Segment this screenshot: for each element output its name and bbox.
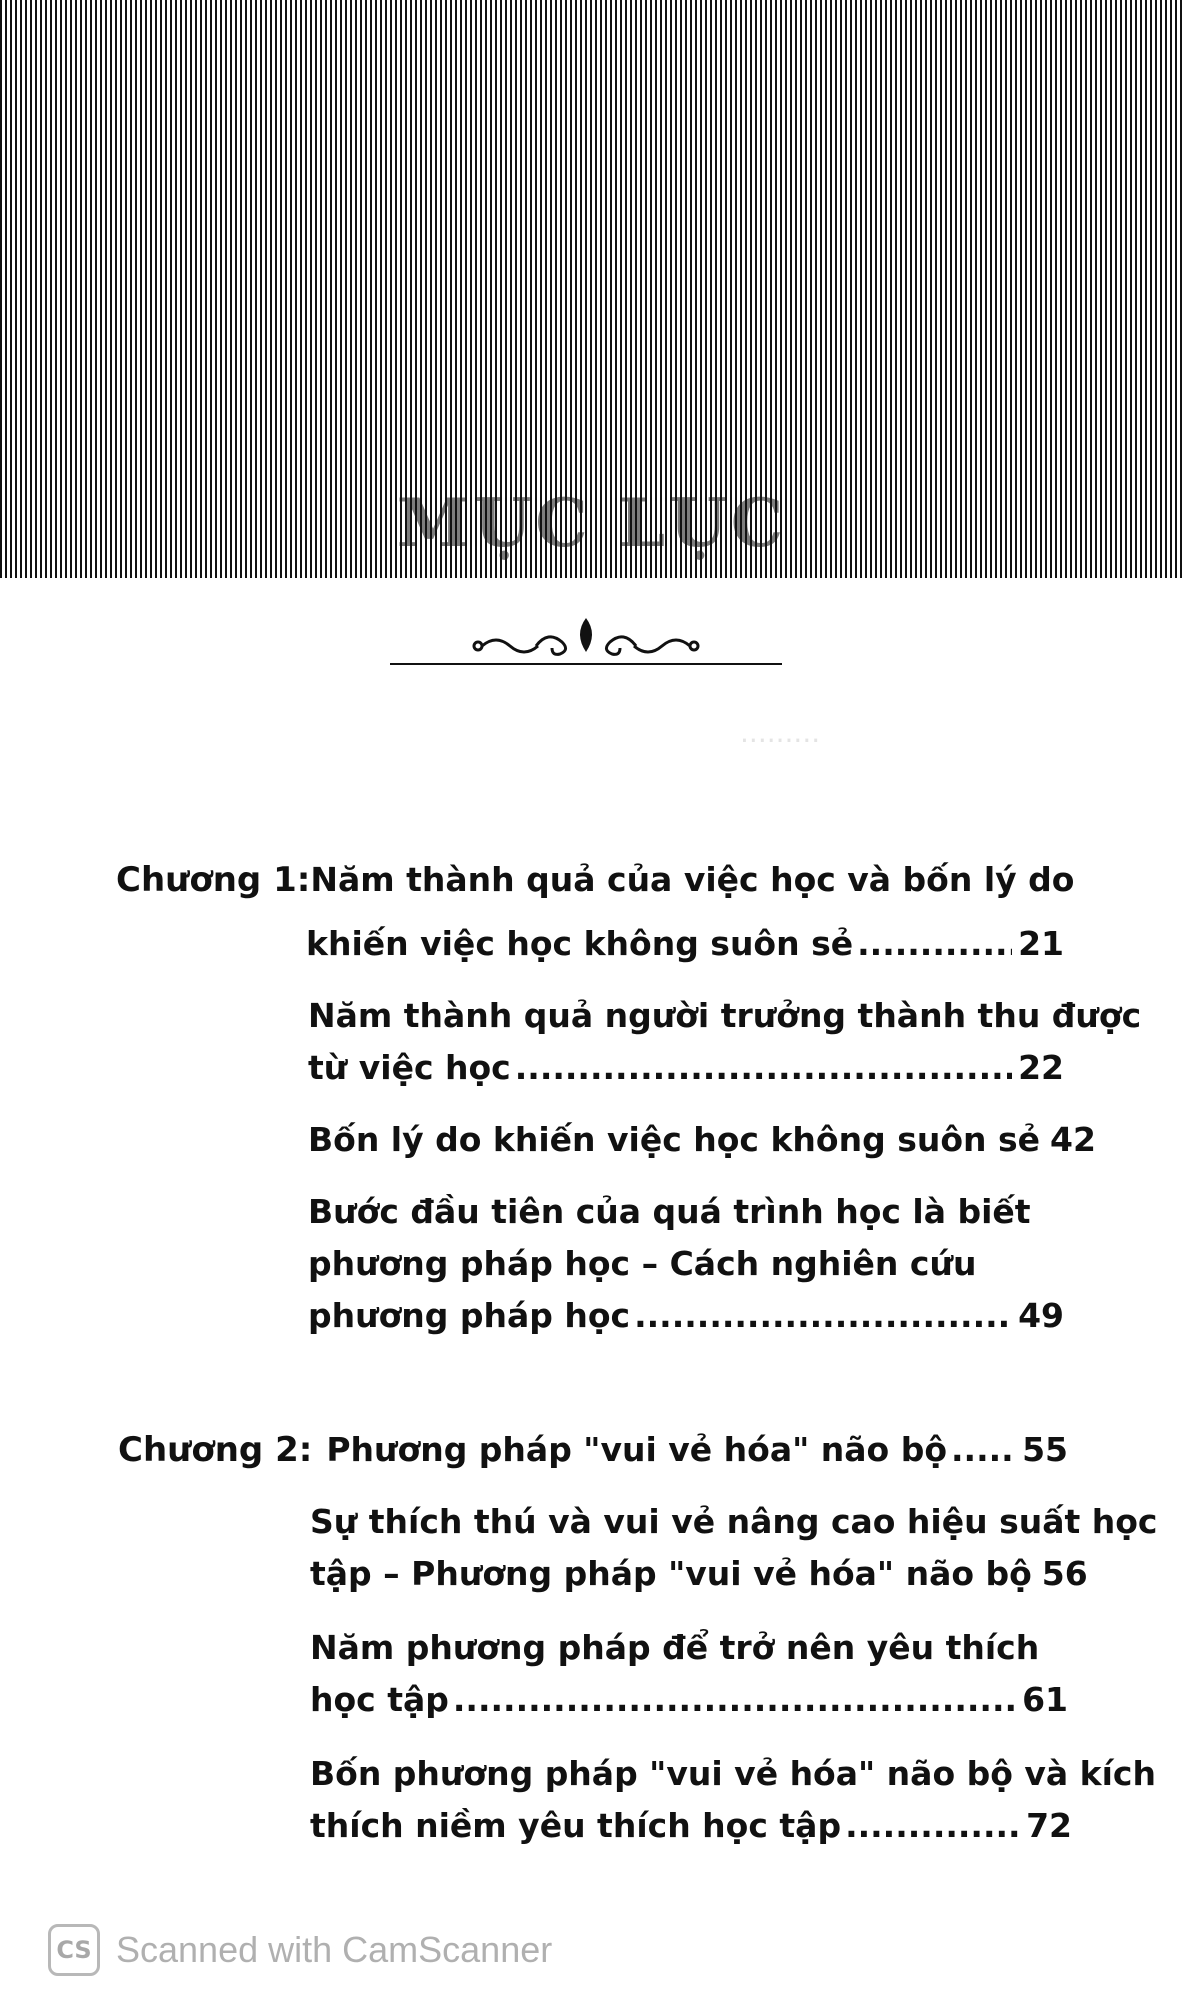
section-title: Bước đầu tiên của quá trình học là biết: [308, 1192, 1031, 1231]
dot-leader: [845, 1804, 1020, 1848]
dot-leader: [951, 1428, 1016, 1472]
section-title: Bốn phương pháp "vui vẻ hóa" não bộ và kích: [310, 1754, 1156, 1793]
section-entry-cont[interactable]: [308, 1046, 1064, 1090]
page-number: 49: [1018, 1296, 1064, 1335]
section-title: Bốn lý do khiến việc học không suôn sẻ: [308, 1120, 1041, 1159]
section-title-cont: phương pháp học: [308, 1296, 631, 1335]
page-title: MỤC LỤC: [396, 484, 788, 562]
section-title-cont: phương pháp học – Cách nghiên cứu: [308, 1244, 977, 1283]
section-title-cont: tập – Phương pháp "vui vẻ hóa" não bộ: [310, 1554, 1032, 1593]
page-number: 55: [1022, 1430, 1068, 1469]
section-title-cont: thích niềm yêu thích học tập: [310, 1806, 842, 1845]
chapter-1-heading-cont[interactable]: [306, 922, 1064, 966]
camscanner-watermark: [48, 1922, 552, 1978]
page-number: 72: [1026, 1806, 1072, 1845]
section-entry[interactable]: [308, 1118, 1096, 1162]
section-entry-cont[interactable]: [310, 1804, 1072, 1848]
section-entry-cont[interactable]: [308, 1242, 976, 1286]
chapter-title-cont: khiến việc học không suôn sẻ: [306, 924, 854, 963]
page-number: 22: [1018, 1048, 1064, 1087]
section-entry[interactable]: [310, 1500, 1158, 1544]
section-entry-cont[interactable]: [310, 1678, 1068, 1722]
section-title: Năm thành quả người trưởng thành thu được: [308, 996, 1142, 1035]
ornament-divider-icon: [386, 612, 786, 668]
page-number: 61: [1022, 1680, 1068, 1719]
section-entry[interactable]: [308, 1190, 1031, 1234]
dot-leader: [857, 922, 1012, 966]
chapter-title: Phương pháp "vui vẻ hóa" não bộ: [326, 1430, 948, 1469]
section-entry[interactable]: [308, 994, 1141, 1038]
section-title: Sự thích thú và vui vẻ nâng cao hiệu suất học: [310, 1502, 1158, 1541]
chapter-label: Chương 2:: [118, 1430, 313, 1470]
dot-leader: [515, 1046, 1012, 1090]
chapter-1-heading[interactable]: [116, 858, 1075, 902]
section-entry-cont[interactable]: [308, 1294, 1064, 1338]
chapter-label: Chương 1:: [116, 860, 311, 900]
camscanner-logo-icon: CS: [48, 1924, 100, 1976]
section-entry[interactable]: [310, 1626, 1039, 1670]
dot-leader: [634, 1294, 1012, 1338]
page-number: 56: [1041, 1554, 1088, 1593]
page-number: 21: [1018, 924, 1064, 963]
section-entry[interactable]: [310, 1752, 1156, 1796]
dot-leader: [453, 1678, 1016, 1722]
section-title-cont: từ việc học: [308, 1048, 511, 1087]
page-number: 42: [1050, 1120, 1096, 1159]
section-title-cont: học tập: [310, 1680, 449, 1719]
section-entry-cont[interactable]: [310, 1552, 1088, 1596]
chapter-2-heading[interactable]: [118, 1428, 1068, 1472]
watermark-text: Scanned with CamScanner: [116, 1929, 553, 1970]
bleed-through-text: .........: [740, 716, 821, 749]
chapter-title: Năm thành quả của việc học và bốn lý do: [310, 860, 1075, 899]
section-title: Năm phương pháp để trở nên yêu thích: [310, 1628, 1040, 1667]
